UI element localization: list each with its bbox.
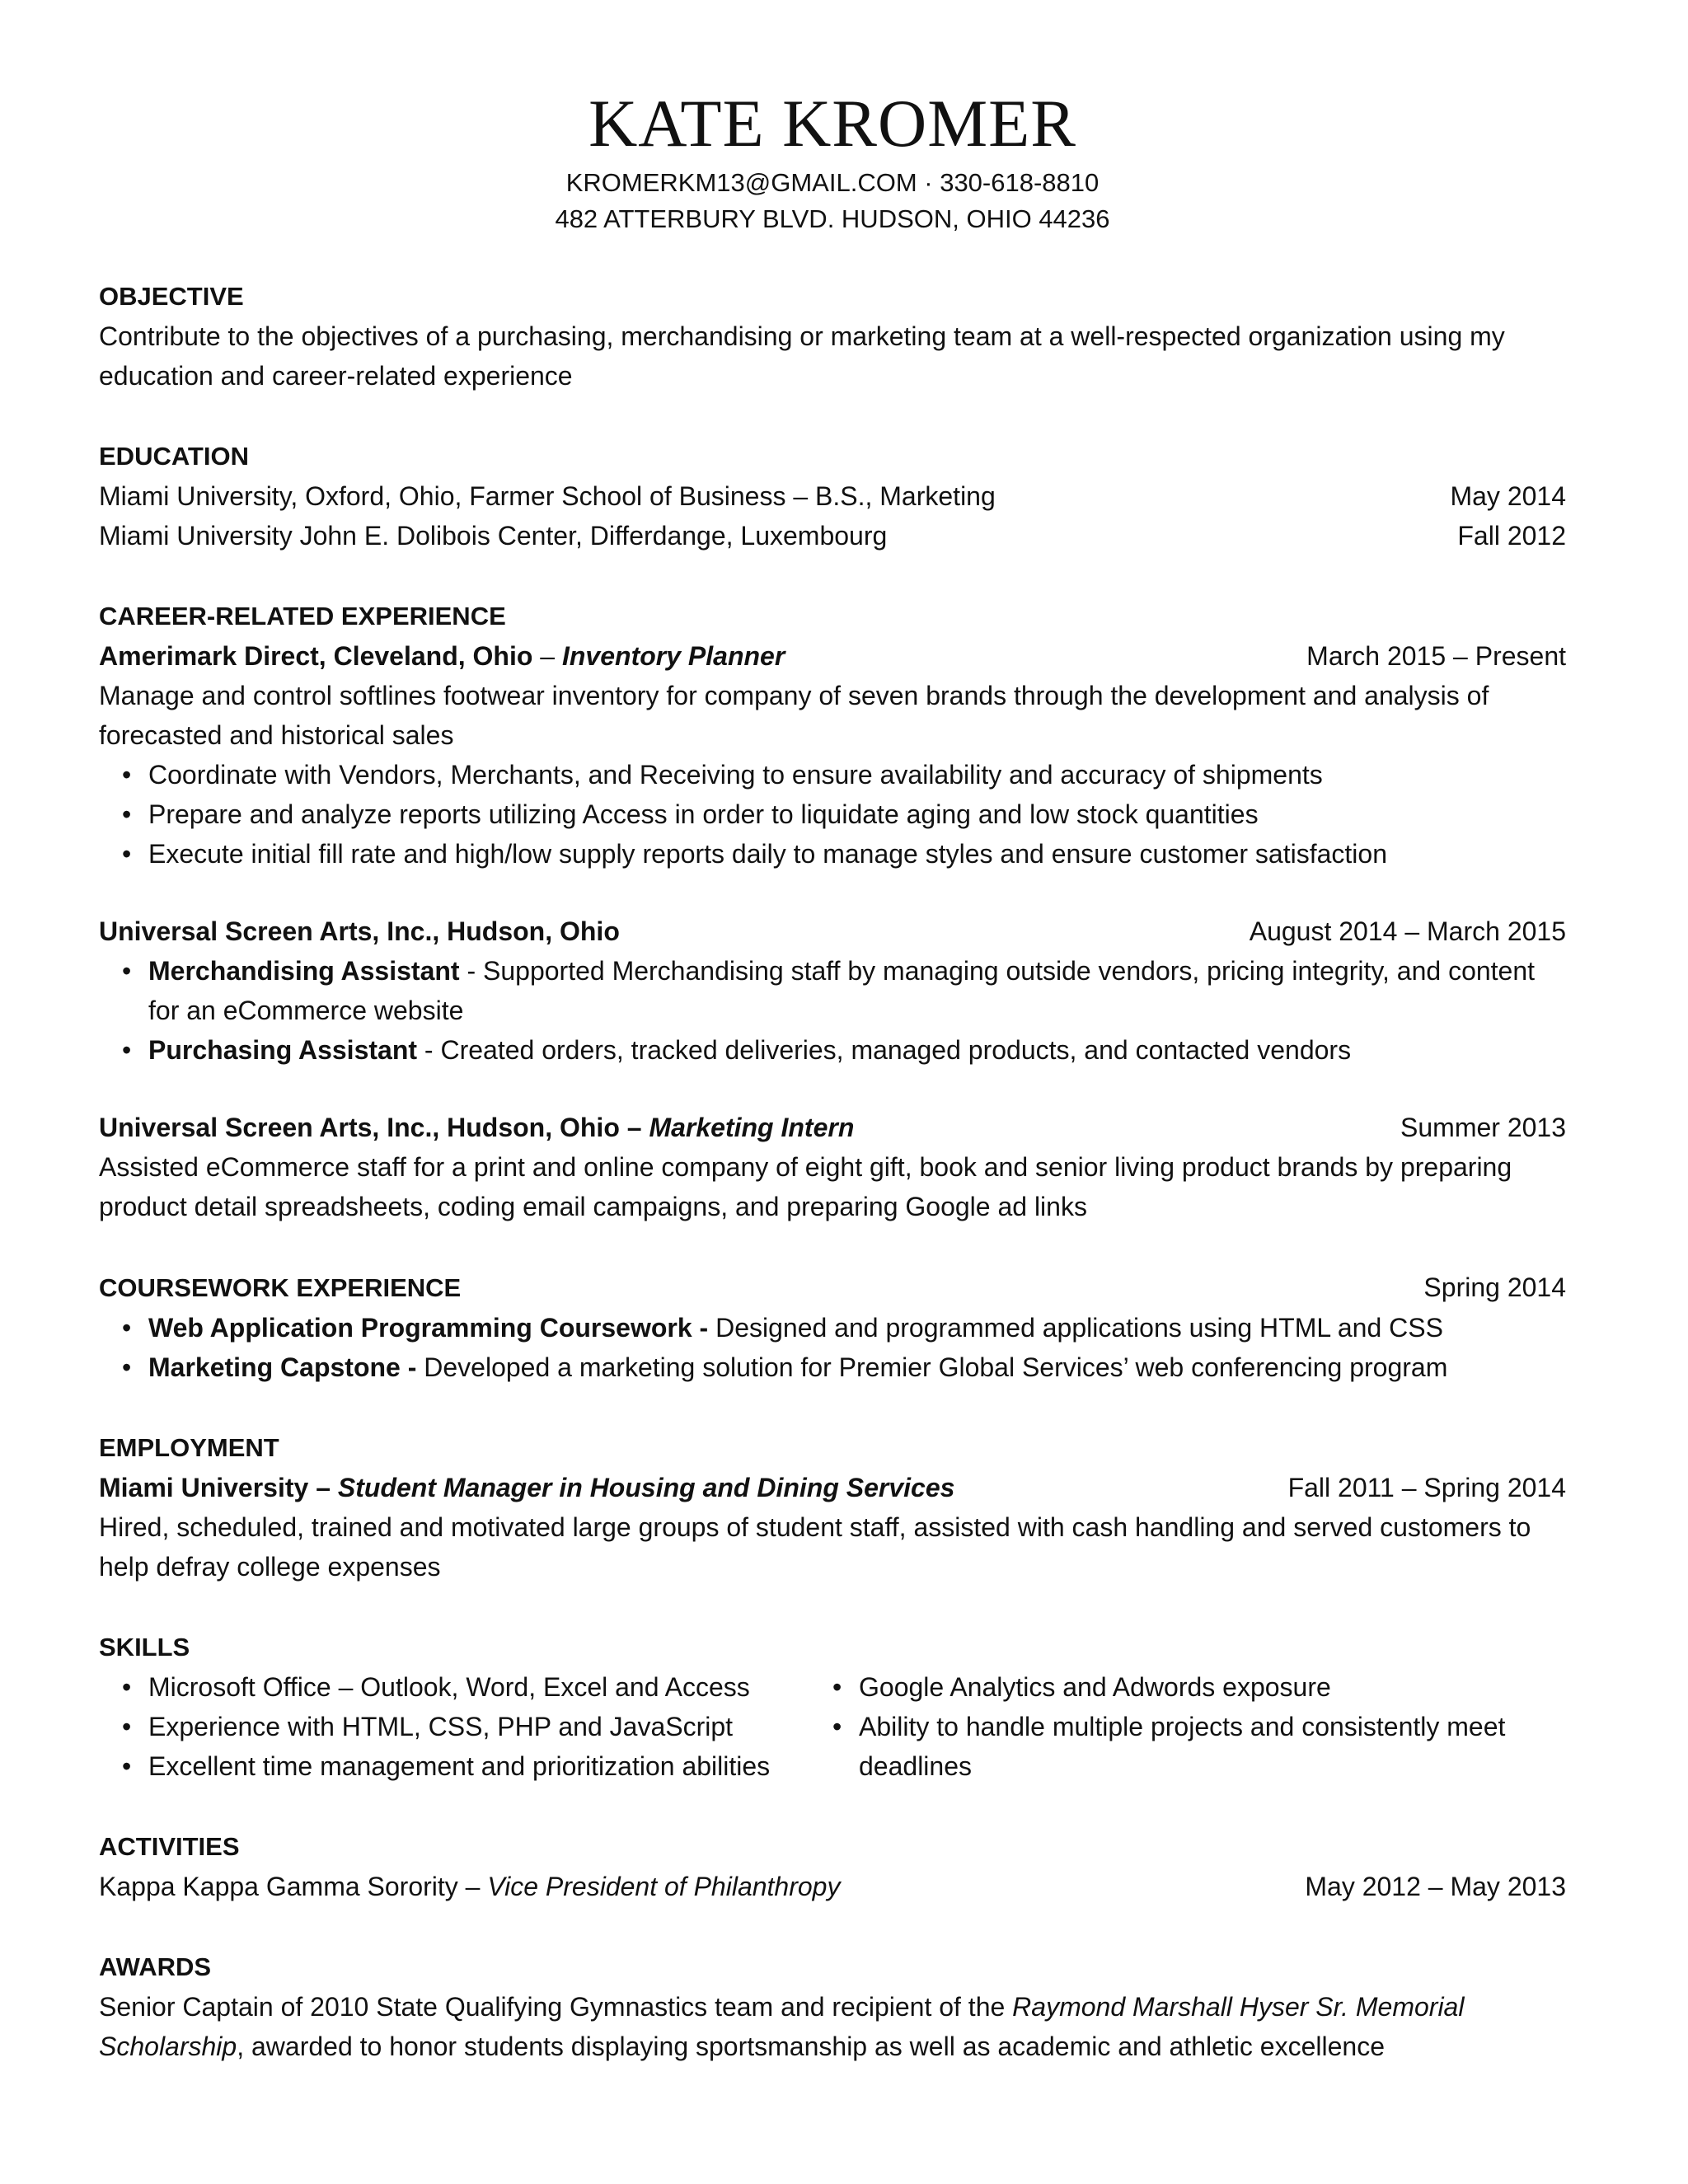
role-title: Merchandising Assistant xyxy=(148,956,460,986)
list-item xyxy=(122,1030,1566,1070)
awards-text-before: Senior Captain of 2010 State Qualifying Gymnastics team and recipient of the xyxy=(99,1992,1013,2022)
activity-org: Kappa Kappa Gamma Sorority – xyxy=(99,1872,488,1901)
skill-text: Experience with HTML, CSS, PHP and JavaScript xyxy=(148,1712,734,1741)
job-date: March 2015 – Present xyxy=(1306,641,1566,671)
bullet-icon: • xyxy=(122,1751,132,1781)
list-item xyxy=(122,794,1566,834)
bullet-icon: • xyxy=(832,1712,842,1741)
bullet-icon: • xyxy=(122,839,132,869)
job-marketing-intern xyxy=(99,1108,1566,1226)
job-date: August 2014 – March 2015 xyxy=(1249,916,1566,946)
list-item xyxy=(122,1667,832,1707)
education-item-text: Miami University, Oxford, Ohio, Farmer School of Business – B.S., Marketing xyxy=(99,481,996,511)
bullet-icon: • xyxy=(122,1313,132,1343)
career-heading: CAREER-RELATED EXPERIENCE xyxy=(99,602,506,630)
bullet-text: Execute initial fill rate and high/low supply reports daily to manage styles and ensure customer satisfaction xyxy=(148,839,1387,869)
coursework-section xyxy=(99,1268,1566,1387)
job-company: Universal Screen Arts, Inc., Hudson, Ohio xyxy=(99,916,620,946)
activities-heading: ACTIVITIES xyxy=(99,1832,240,1861)
education-item-date: Fall 2012 xyxy=(1457,521,1566,551)
employment-heading: EMPLOYMENT xyxy=(99,1433,279,1462)
course-description: Developed a marketing solution for Premier Global Services’ web conferencing program xyxy=(416,1352,1448,1382)
bullet-icon: • xyxy=(122,1352,132,1382)
candidate-name: KATE KROMER xyxy=(588,86,1076,161)
education-heading: EDUCATION xyxy=(99,442,249,471)
award-name: Raymond Marshall Hyser Sr. Memorial Scholarship xyxy=(99,1992,1465,2061)
coursework-date: Spring 2014 xyxy=(1423,1272,1566,1302)
bullet-text: Prepare and analyze reports utilizing Access in order to liquidate aging and low stock quantities xyxy=(148,799,1259,829)
job-header xyxy=(99,636,1566,676)
job-description: Assisted eCommerce staff for a print and online company of eight gift, book and senior living product brands by preparing product detail spreadsheets, coding email campaigns, and preparing Google ad links xyxy=(99,1152,1512,1221)
job-company: Amerimark Direct, Cleveland, Ohio xyxy=(99,641,533,671)
job-header xyxy=(99,1108,1566,1147)
list-item xyxy=(122,834,1566,874)
list-item xyxy=(122,755,1566,794)
employment-date: Fall 2011 – Spring 2014 xyxy=(1287,1473,1566,1502)
coursework-heading: COURSEWORK EXPERIENCE xyxy=(99,1273,462,1302)
awards-text xyxy=(99,1987,1566,2066)
job-bullets xyxy=(99,951,1566,1070)
skill-text: Excellent time management and prioritization abilities xyxy=(148,1751,771,1781)
list-item xyxy=(122,1308,1566,1347)
job-title: Inventory Planner xyxy=(561,641,785,671)
employer: Miami University – xyxy=(99,1473,331,1502)
employment-description: Hired, scheduled, trained and motivated large groups of student staff, assisted with cash handling and served customers to help defray college expenses xyxy=(99,1512,1531,1582)
education-section xyxy=(99,437,1566,555)
objective-heading: OBJECTIVE xyxy=(99,282,244,311)
course-description: Designed and programmed applications using HTML and CSS xyxy=(708,1313,1443,1343)
contact-email-phone: KROMERKM13@GMAIL.COM · 330-618-8810 xyxy=(565,168,1100,197)
list-item xyxy=(122,1347,1566,1387)
job-separator: – xyxy=(532,641,562,671)
job-company: Universal Screen Arts, Inc., Hudson, Ohio – xyxy=(99,1113,642,1142)
education-item-text: Miami University John E. Dolibois Center, Differdange, Luxembourg xyxy=(99,521,888,551)
education-item-date: May 2014 xyxy=(1450,481,1566,511)
job-universal-screen-arts xyxy=(99,912,1566,1070)
resume-page xyxy=(99,82,1566,2066)
bullet-icon: • xyxy=(122,799,132,829)
skills-column-right xyxy=(832,1667,1541,1786)
skills-grid xyxy=(99,1667,1566,1786)
coursework-bullets xyxy=(99,1308,1566,1387)
contact-address: 482 ATTERBURY BLVD. HUDSON, OHIO 44236 xyxy=(555,204,1110,233)
bullet-icon: • xyxy=(122,760,132,790)
list-item xyxy=(122,1707,832,1746)
course-title: Web Application Programming Coursework - xyxy=(148,1313,709,1343)
objective-text: Contribute to the objectives of a purchasing, merchandising or marketing team at a well-respected organization using my education and career-related experience xyxy=(99,321,1505,391)
activities-section xyxy=(99,1827,1566,1906)
bullet-text: Coordinate with Vendors, Merchants, and Receiving to ensure availability and accuracy of shipments xyxy=(148,760,1323,790)
objective-section xyxy=(99,277,1566,396)
list-item xyxy=(122,951,1566,1030)
job-bullets xyxy=(99,755,1566,874)
employment-title: Student Manager in Housing and Dining Services xyxy=(337,1473,955,1502)
awards-heading: AWARDS xyxy=(99,1952,212,1981)
role-description: - Supported Merchandising staff by managing outside vendors, pricing integrity, and content for an eCommerce website xyxy=(148,956,1536,1025)
awards-section xyxy=(99,1947,1566,2066)
activity-date: May 2012 – May 2013 xyxy=(1305,1872,1566,1901)
resume-header xyxy=(99,82,1566,237)
bullet-icon: • xyxy=(122,1712,132,1741)
bullet-icon: • xyxy=(832,1672,842,1702)
job-title-line xyxy=(99,636,1306,676)
skills-section xyxy=(99,1628,1566,1786)
bullet-icon: • xyxy=(122,1672,132,1702)
job-header xyxy=(99,912,1566,951)
job-description: Manage and control softlines footwear inventory for company of seven brands through the development and analysis of forecasted and historical sales xyxy=(99,681,1489,750)
activity-item xyxy=(99,1867,1566,1906)
awards-text-after: , awarded to honor students displaying sportsmanship as well as academic and athletic excellence xyxy=(237,2032,1385,2061)
skills-column-left xyxy=(122,1667,832,1786)
coursework-header xyxy=(99,1268,1566,1308)
employment-title-line xyxy=(99,1468,1288,1507)
job-title-line xyxy=(99,1108,1400,1147)
career-section xyxy=(99,597,1566,1226)
bullet-icon: • xyxy=(122,956,132,986)
education-item xyxy=(99,516,1566,555)
list-item xyxy=(832,1707,1541,1786)
bullet-icon: • xyxy=(122,1035,132,1065)
job-amerimark xyxy=(99,636,1566,874)
activity-role: Vice President of Philanthropy xyxy=(487,1872,841,1901)
role-title: Purchasing Assistant xyxy=(148,1035,418,1065)
employment-section xyxy=(99,1428,1566,1586)
role-description: - Created orders, tracked deliveries, managed products, and contacted vendors xyxy=(417,1035,1352,1065)
skill-text: Google Analytics and Adwords exposure xyxy=(859,1672,1331,1702)
employment-header xyxy=(99,1468,1566,1507)
list-item xyxy=(122,1746,832,1786)
job-date: Summer 2013 xyxy=(1400,1113,1566,1142)
skills-heading: SKILLS xyxy=(99,1633,190,1661)
job-title: Marketing Intern xyxy=(649,1113,855,1142)
skill-text: Microsoft Office – Outlook, Word, Excel and Access xyxy=(148,1672,750,1702)
education-item xyxy=(99,476,1566,516)
course-title: Marketing Capstone - xyxy=(148,1352,417,1382)
list-item xyxy=(832,1667,1541,1707)
skill-text: Ability to handle multiple projects and consistently meet deadlines xyxy=(859,1712,1506,1781)
activity-line xyxy=(99,1867,1305,1906)
